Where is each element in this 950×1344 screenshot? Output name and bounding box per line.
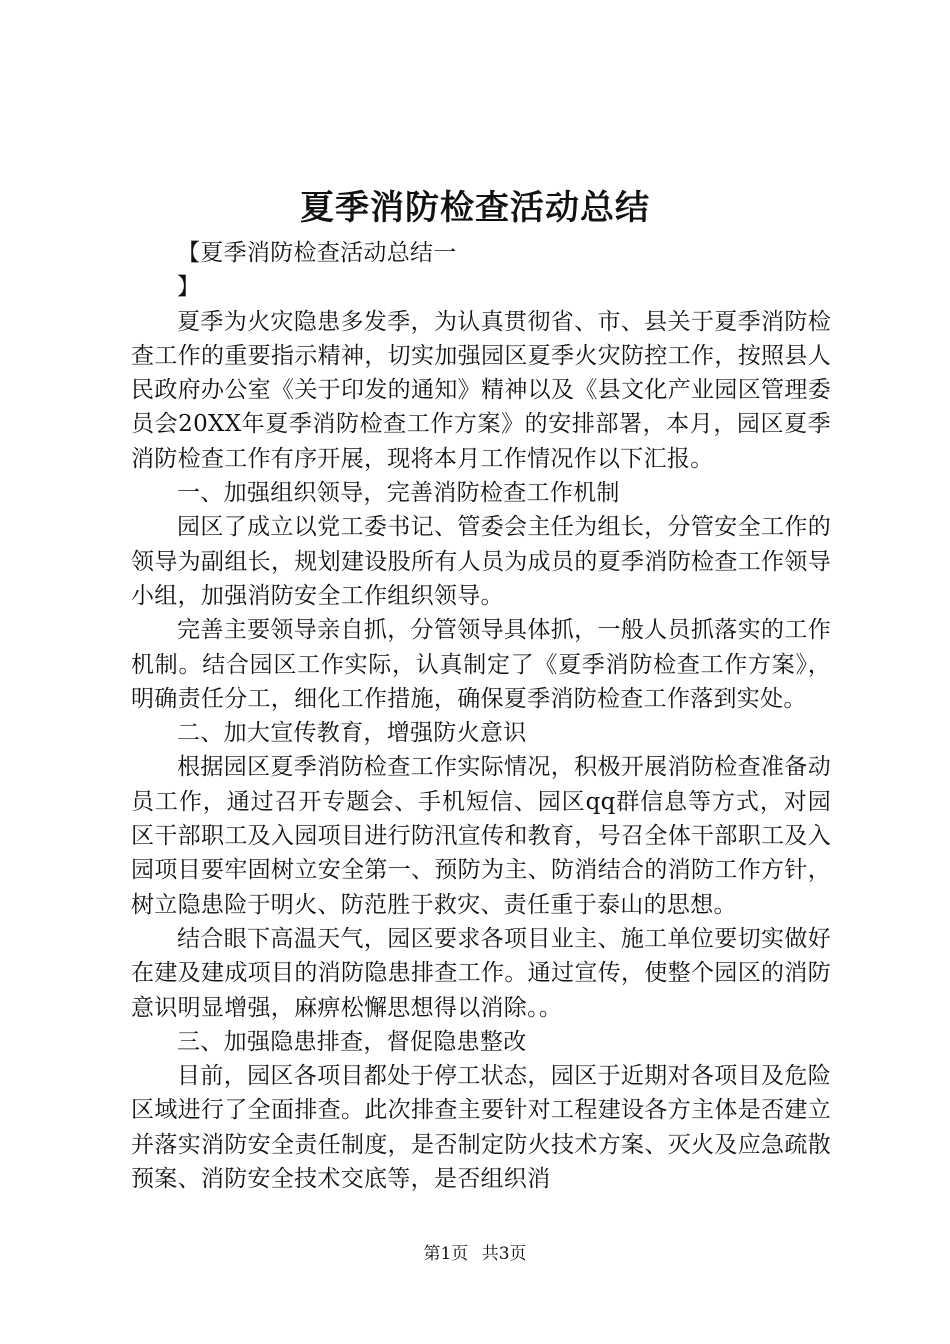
section-heading-2: 二、加大宣传教育，增强防火意识: [177, 720, 527, 747]
paragraph: 根据园区夏季消防检查工作实际情况，积极开展消防检查准备动员工作，通过召开专题会、手机短信、园区qq群信息等方式，对园区干部职工及入园项目进行防汛宣传和教育，号召全体干部职工及入园项目要牢固树立安全第一、预防为主、防消结合的消防工作方针，树立隐患险于明火、防范胜于救灾、责任重于泰山的思想。: [131, 754, 831, 918]
subtitle-line: 【夏季消防检查活动总结一: [177, 240, 457, 266]
paragraph: 目前，园区各项目都处于停工状态，园区于近期对各项目及危险区域进行了全面排查。此次排查主要针对工程建设各方主体是否建立并落实消防安全责任制度，是否制定防火技术方案、灭火及应急疏散预案、消防安全技术交底等，是否组织消: [131, 1063, 831, 1193]
section-heading-3: 三、加强隐患排查，督促隐患整改: [177, 1028, 527, 1055]
page-footer: [0, 1242, 950, 1266]
paragraph: 结合眼下高温天气，园区要求各项目业主、施工单位要切实做好在建及建成项目的消防隐患排查工作。通过宣传，使整个园区的消防意识明显增强，麻痹松懈思想得以消除。。: [131, 925, 831, 1021]
document-body: [131, 236, 831, 1196]
document-title: 夏季消防检查活动总结: [300, 188, 650, 228]
paragraph: 夏季为火灾隐患多发季，为认真贯彻省、市、县关于夏季消防检查工作的重要指示精神，切实加强园区夏季火灾防控工作，按照县人民政府办公室《关于印发的通知》精神以及《县文化产业园区管理委员会20XX年夏季消防检查工作方案》的安排部署，本月，园区夏季消防检查工作有序开展，现将本月工作情况作以下汇报。: [131, 308, 831, 472]
paragraph: 完善主要领导亲自抓，分管领导具体抓，一般人员抓落实的工作机制。结合园区工作实际，认真制定了《夏季消防检查工作方案》，明确责任分工，细化工作措施，确保夏季消防检查工作落到实处。: [131, 617, 831, 712]
section-heading-1: 一、加强组织领导，完善消防检查工作机制: [177, 480, 620, 507]
page-number: 第1页: [423, 1244, 469, 1264]
subtitle-end: 】: [177, 274, 201, 301]
page-total: 共3页: [481, 1244, 527, 1264]
paragraph: 园区了成立以党工委书记、管委会主任为组长，分管安全工作的领导为副组长，规划建设股所有人员为成员的夏季消防检查工作领导小组，加强消防安全工作组织领导。: [131, 514, 831, 609]
